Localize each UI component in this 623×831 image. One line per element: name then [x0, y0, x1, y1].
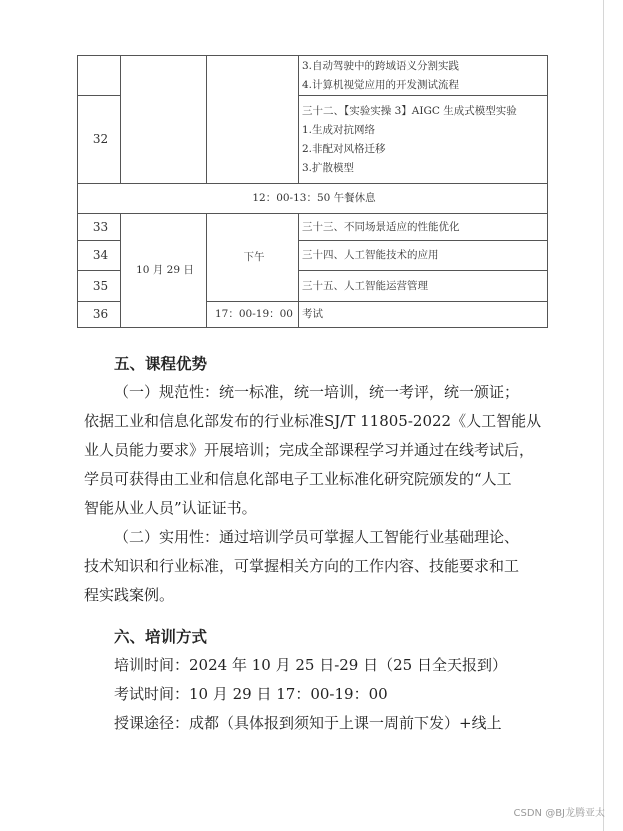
row-number: 33 — [78, 214, 121, 241]
row-number: 35 — [78, 271, 121, 302]
table-cell-num — [78, 56, 121, 96]
table-cell-date — [121, 56, 207, 184]
paragraph — [84, 523, 541, 610]
table-cell-content: 三十五、人工智能运营管理 — [299, 271, 548, 302]
list-item: 1.生成对抗网络 — [302, 123, 376, 136]
row-number: 36 — [78, 302, 121, 328]
paragraph — [84, 378, 541, 523]
table-cell-content: 考试 — [299, 302, 548, 328]
exam-time-cell: 17：00-19：00 — [207, 302, 299, 328]
table-cell-content: 三十三、不同场景适应的性能优化 — [299, 214, 548, 241]
exam-time: 考试时间：10 月 29 日 17：00-19：00 — [114, 685, 388, 703]
paragraph-line: 学员可获得由工业和信息化部电子工业标准化研究院颁发的“人工 — [84, 470, 512, 488]
table-row — [78, 184, 548, 214]
list-item: 3.自动驾驶中的跨域语义分割实践 — [302, 59, 460, 72]
paragraph-line: 智能从业人员”认证证书。 — [84, 499, 257, 517]
list-item: 三十二、【实验实操 3】AIGC 生成式模型实验 — [302, 104, 517, 117]
training-time: 培训时间：2024 年 10 月 25 日-29 日（25 日全天报到） — [114, 656, 507, 674]
row-number: 34 — [78, 241, 121, 271]
afternoon-cell: 下午 — [207, 214, 299, 302]
section-heading: 六、培训方式 — [114, 627, 208, 646]
delivery-method: 授课途径：成都（具体报到须知于上课一周前下发）+线上 — [114, 714, 502, 732]
paragraph-line: 依据工业和信息化部发布的行业标准SJ/T 11805-2022《人工智能从 — [84, 412, 542, 430]
schedule-table — [77, 55, 548, 328]
date-cell: 10 月 29 日 — [121, 214, 207, 328]
list-item: 4.计算机视觉应用的开发测试流程 — [302, 78, 460, 91]
paragraph-line: （二）实用性：通过培训学员可掌握人工智能行业基础理论、 — [114, 528, 520, 546]
table-cell-content — [299, 56, 548, 96]
paragraph-line: 程实践案例。 — [84, 586, 175, 604]
table-cell-time — [207, 56, 299, 184]
section-six — [84, 622, 507, 738]
watermark: CSDN @BJ龙腾亚太 — [513, 808, 605, 819]
table-row — [78, 214, 548, 241]
lunch-break: 12：00-13：50 午餐休息 — [78, 184, 548, 214]
table-cell-content: 三十四、人工智能技术的应用 — [299, 241, 548, 271]
section-heading: 五、课程优势 — [114, 354, 208, 373]
section-five — [84, 349, 541, 610]
table-cell-content — [299, 96, 548, 184]
list-item: 2.非配对风格迁移 — [302, 142, 386, 155]
training-info — [84, 651, 507, 738]
paragraph-line: （一）规范性：统一标准，统一培训，统一考评，统一颁证； — [114, 383, 520, 401]
page-edge-line — [603, 0, 604, 831]
list-item: 3.扩散模型 — [302, 161, 355, 174]
paragraph-line: 业人员能力要求》开展培训；完成全部课程学习并通过在线考试后， — [84, 441, 535, 459]
row-number: 32 — [78, 96, 121, 184]
paragraph-line: 技术知识和行业标准，可掌握相关方向的工作内容、技能要求和工 — [84, 557, 520, 575]
table-row — [78, 56, 548, 96]
